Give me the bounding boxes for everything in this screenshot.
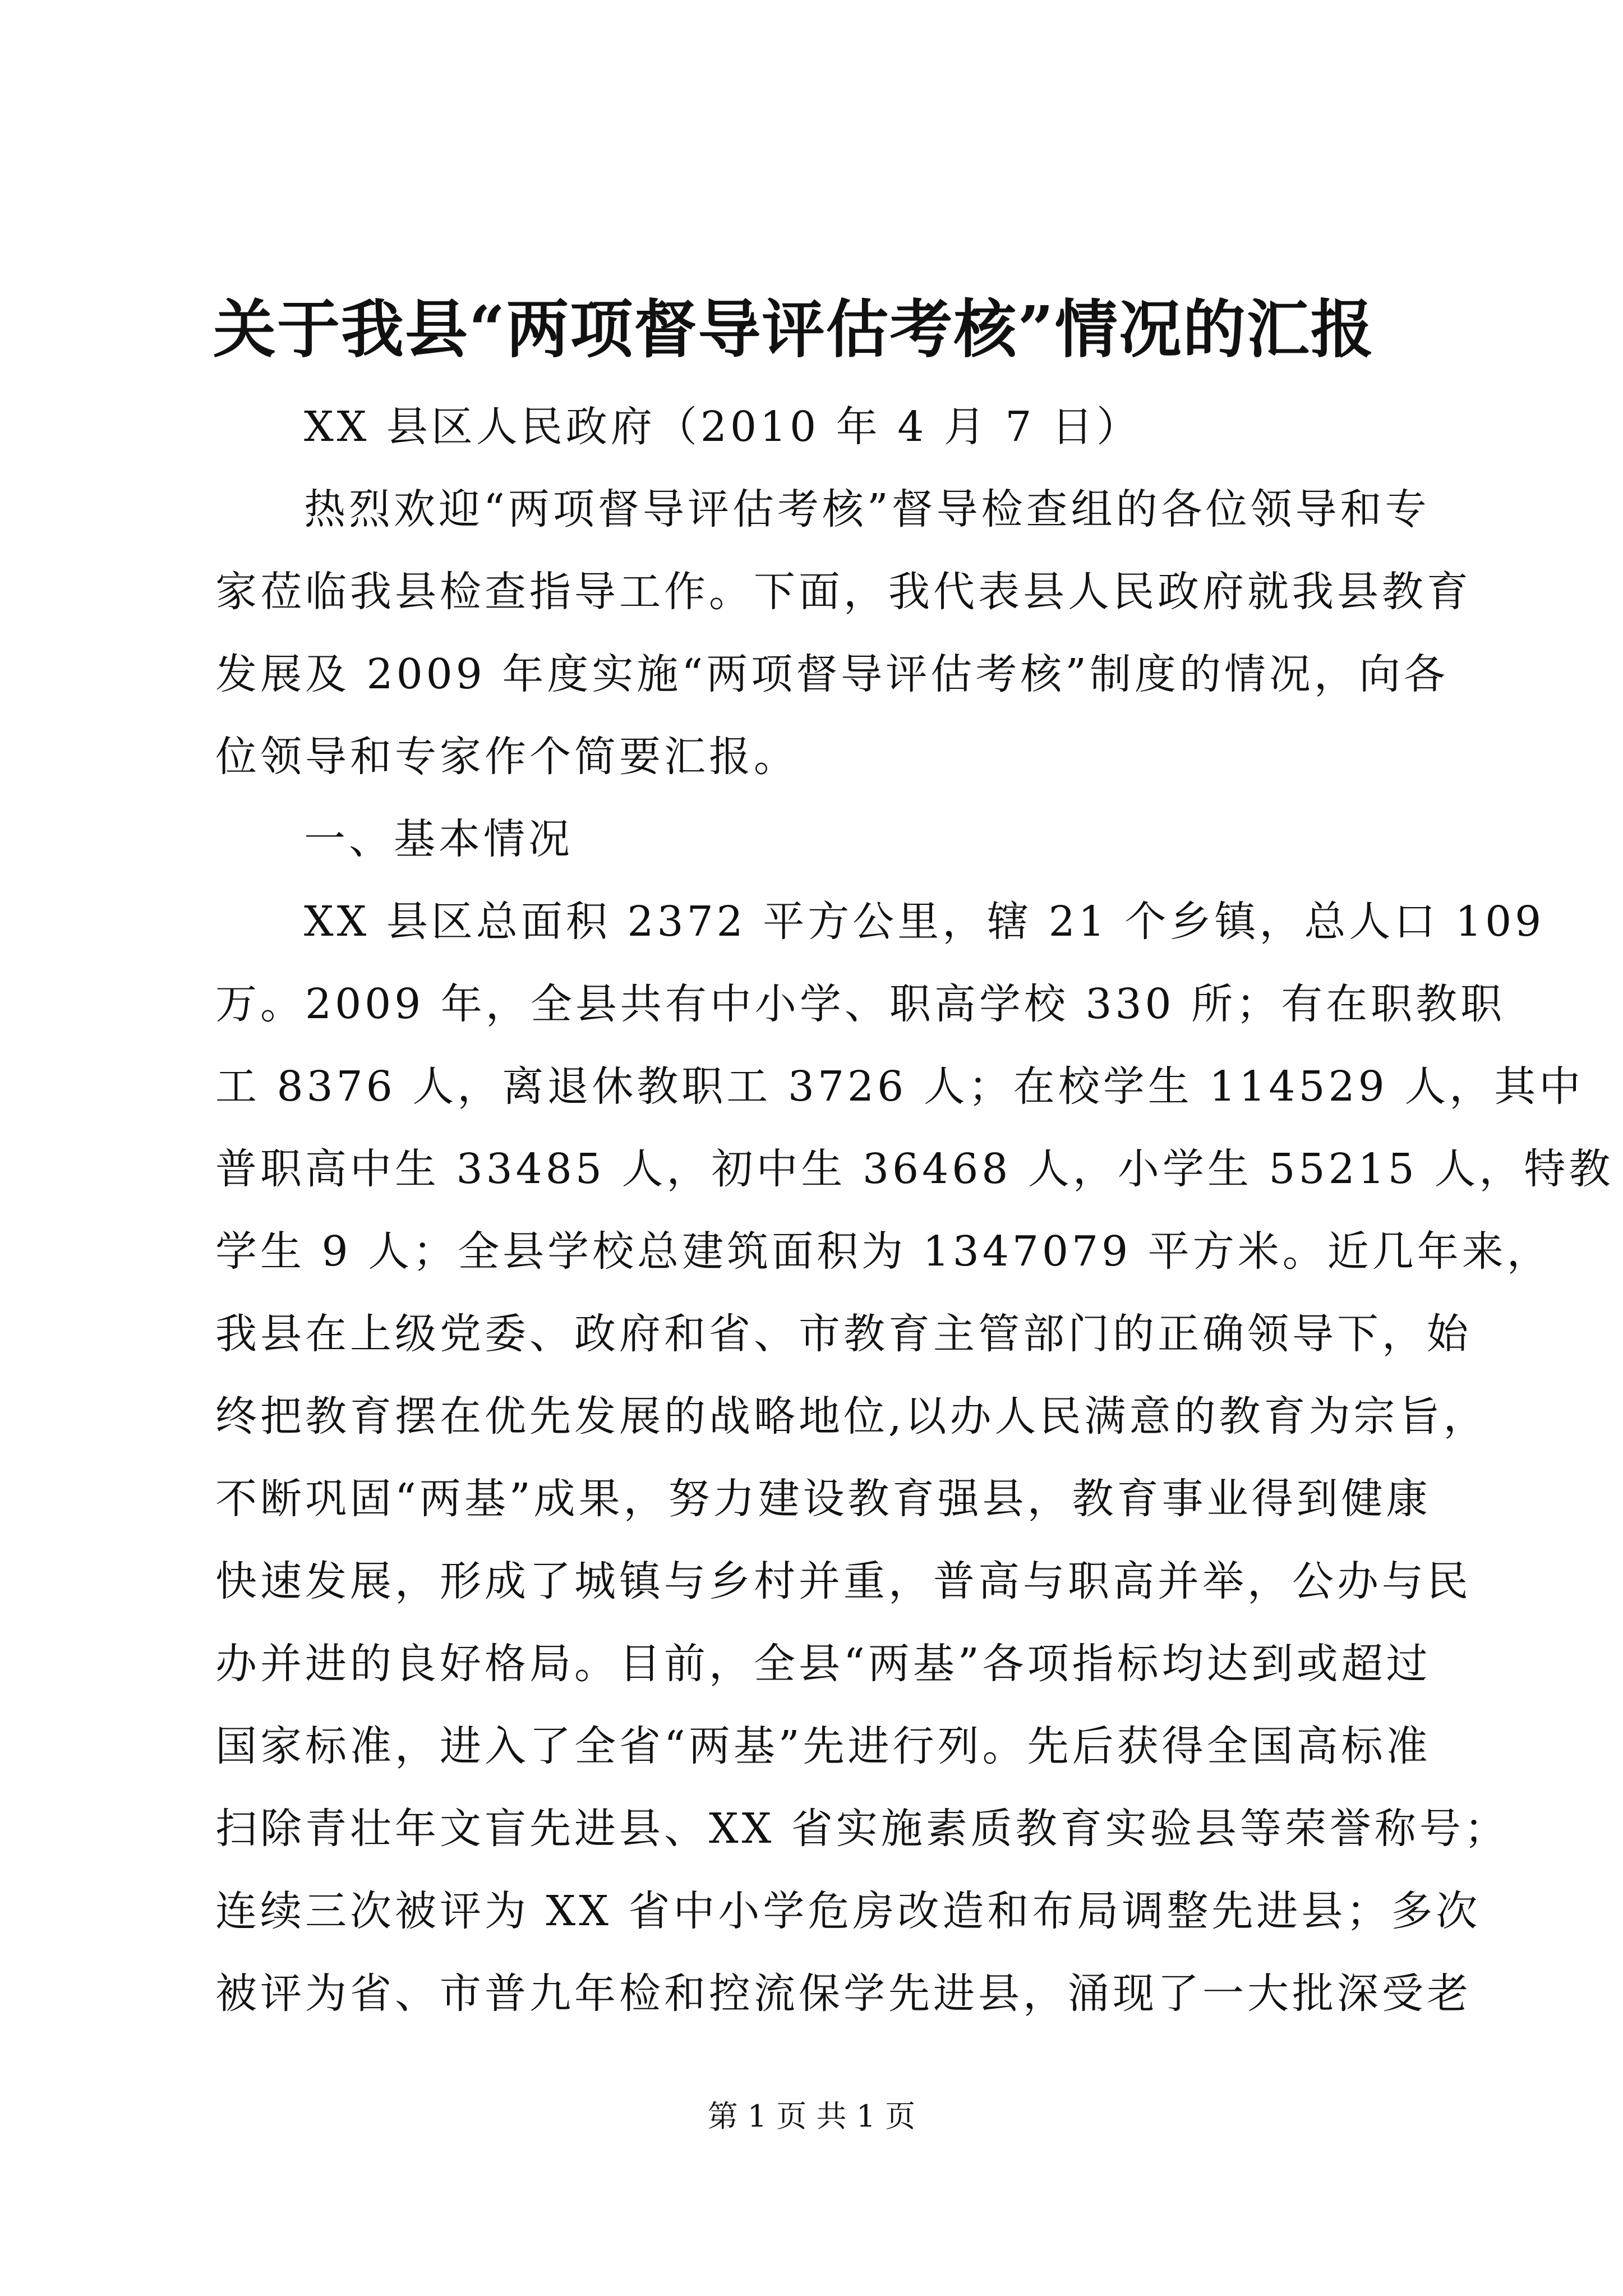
paragraph-line: 扫除青壮年文盲先进县、XX 省实施素质教育实验县等荣誉称号； bbox=[215, 1805, 1509, 1853]
paragraph-line: 终把教育摆在优先发展的战略地位,以办人民满意的教育为宗旨， bbox=[215, 1392, 1488, 1441]
paragraph-line: 普职高中生 33485 人，初中生 36468 人，小学生 55215 人，特教 bbox=[215, 1145, 1614, 1193]
paragraph-line: 我县在上级党委、政府和省、市教育主管部门的正确领导下，始 bbox=[215, 1310, 1472, 1358]
paragraph-line: 工 8376 人，离退休教职工 3726 人；在校学生 114529 人，其中 bbox=[215, 1062, 1584, 1111]
paragraph-line: XX 县区总面积 2372 平方公里，辖 21 个乡镇，总人口 109 bbox=[304, 898, 1545, 946]
paragraph-line: 快速发展，形成了城镇与乡村并重，普高与职高并举，公办与民 bbox=[215, 1557, 1472, 1605]
paragraph-line: 国家标准，进入了全省“两基”先进行列。先后获得全国高标准 bbox=[215, 1722, 1431, 1770]
document-body bbox=[215, 386, 1614, 2035]
section-heading: 一、基本情况 bbox=[304, 815, 573, 863]
paragraph-line: 办并进的良好格局。目前，全县“两基”各项指标均达到或超过 bbox=[215, 1640, 1431, 1688]
paragraph-line: 被评为省、市普九年检和控流保学先进县，涌现了一大批深受老 bbox=[215, 1970, 1472, 2018]
paragraph-line: 万。2009 年，全县共有中小学、职高学校 330 所；有在职教职 bbox=[215, 980, 1506, 1028]
paragraph-line: 热烈欢迎“两项督导评估考核”督导检查组的各位领导和专 bbox=[304, 485, 1430, 533]
paragraph-line: 连续三次被评为 XX 省中小学危房改造和布局调整先进县；多次 bbox=[215, 1887, 1481, 1935]
paragraph-line: 发展及 2009 年度实施“两项督导评估考核”制度的情况，向各 bbox=[215, 650, 1449, 698]
document-title: 关于我县“两项督导评估考核”情况的汇报 bbox=[213, 293, 1375, 366]
author-line: XX 县区人民政府（2010 年 4 月 7 日） bbox=[304, 403, 1141, 451]
paragraph-line: 学生 9 人；全县学校总建筑面积为 1347079 平方米。近几年来， bbox=[215, 1227, 1552, 1276]
paragraph-line: 位领导和专家作个简要汇报。 bbox=[215, 733, 799, 781]
paragraph-line: 不断巩固“两基”成果，努力建设教育强县，教育事业得到健康 bbox=[215, 1475, 1431, 1523]
paragraph-line: 家莅临我县检查指导工作。下面，我代表县人民政府就我县教育 bbox=[215, 568, 1472, 616]
page-footer: 第 1 页 共 1 页 bbox=[707, 2099, 916, 2134]
